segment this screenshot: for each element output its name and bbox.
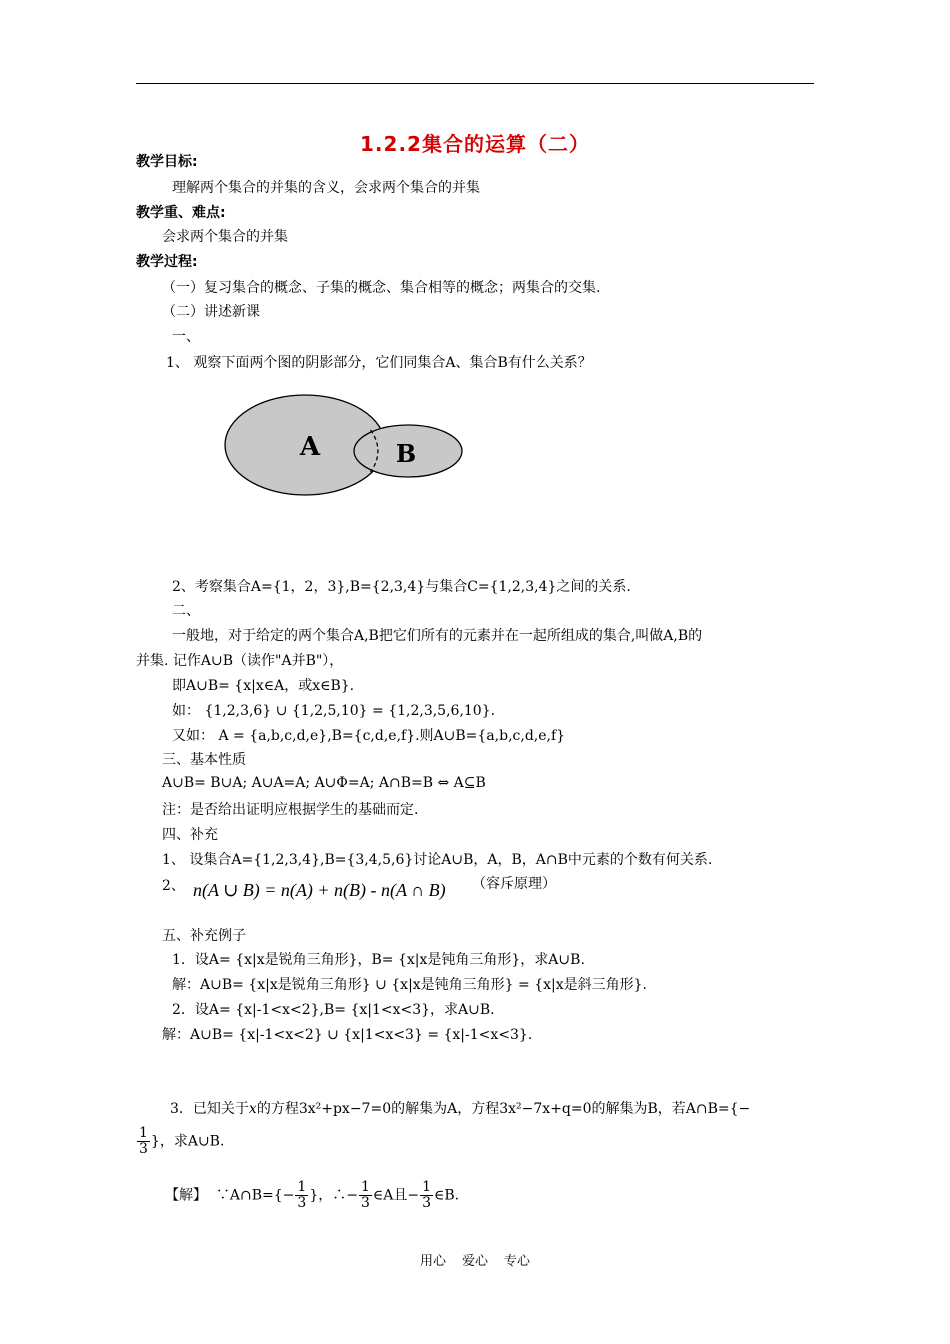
goal-text: 理解两个集合的并集的含义，会求两个集合的并集 [172,180,480,196]
paragraph: 2、考察集合A={1，2，3},B={2,3,4}与集合C={1,2,3,4}之间的关系. [172,579,631,595]
note: 注：是否给出证明应根据学生的基础而定. [162,802,419,818]
example-3: 3．已知关于x的方程3x²+px−7=0的解集为A，方程3x²−7x+q=0的解集为B，若A∩B={− [170,1101,751,1117]
fraction: $\frac{1}{3}$ [422,1179,432,1211]
section-heading: 四、补充 [162,827,218,843]
solution-3: 【解】 ∵A∩B={− $\frac{1}{3}$ }，∴− $\frac{1}{3}$ ∈A且− $\frac{1}{3}$ ∈B. [165,1179,460,1211]
section-heading: 五、补充例子 [162,928,246,944]
page-title: 1.2.2集合的运算（二） [360,132,590,156]
process-heading: 教学过程: [136,254,198,270]
section-heading: 三、基本性质 [162,752,246,768]
paragraph: 如： {1,2,3,6} ∪ {1,2,5,10} = {1,2,3,5,6,10}. [172,703,496,719]
paragraph: 一般地，对于给定的两个集合A,B把它们所有的元素并在一起所组成的集合,叫做A,B的 [172,628,703,644]
section-number: 二、 [172,603,200,619]
inclusion-exclusion-formula: n(A ∪ B) = n(A) + n(B) - n(A ∩ B) [193,880,446,900]
paragraph: 并集. 记作A∪B（读作"A并B"）， [136,653,344,669]
paragraph: 又如： A = {a,b,c,d,e},B={c,d,e,f}.则A∪B={a,b,c,d,e,f} [172,728,566,744]
header-rule [136,83,814,84]
paragraph: （一）复习集合的概念、子集的概念、集合相等的概念；两集合的交集. [162,280,601,296]
section-number: 一、 [172,329,200,345]
fraction: $\frac{1}{3}$ [360,1179,370,1211]
key-text: 会求两个集合的并集 [162,229,288,245]
example-2: 2．设A= {x|-1<x<2},B= {x|1<x<3}，求A∪B. [172,1002,495,1018]
fraction: $\frac{1}{3}$ [297,1179,307,1211]
key-heading: 教学重、难点: [136,205,226,221]
paragraph: 即A∪B= {x|x∈A，或x∈B}. [172,678,355,694]
goal-heading: 教学目标: [136,154,198,170]
set-b-label: B [395,439,417,468]
page-footer: 用心 爱心 专心 [419,1254,531,1269]
item-number: 2、 [162,878,185,894]
paragraph: （二）讲述新课 [162,304,260,320]
paragraph: 1、 观察下面两个图的阴影部分，它们同集合A、集合B有什么关系？ [166,355,592,371]
properties-line: A∪B= B∪A; A∪A=A; A∪Φ=A; A∩B=B ⇔ A⊆B [162,775,486,791]
formula-note: （容斥原理） [472,876,556,892]
solution-1: 解：A∪B= {x|x是锐角三角形} ∪ {x|x是钝角三角形} = {x|x是斜三角形}. [172,977,647,993]
fraction: $\frac{1}{3}$ [139,1125,148,1157]
set-a-label: A [299,432,321,462]
example-1: 1．设A= {x|x是锐角三角形}，B= {x|x是钝角三角形}，求A∪B. [172,952,585,968]
venn-diagram [224,393,466,497]
solution-2: 解：A∪B= {x|-1<x<2} ∪ {x|1<x<3} = {x|-1<x<3}. [162,1027,533,1043]
example-3-continued: $\frac{1}{3}$ }，求A∪B. [139,1125,225,1157]
paragraph: 1、 设集合A={1,2,3,4},B={3,4,5,6}讨论A∪B，A，B，A∩B中元素的个数有何关系. [162,852,713,868]
